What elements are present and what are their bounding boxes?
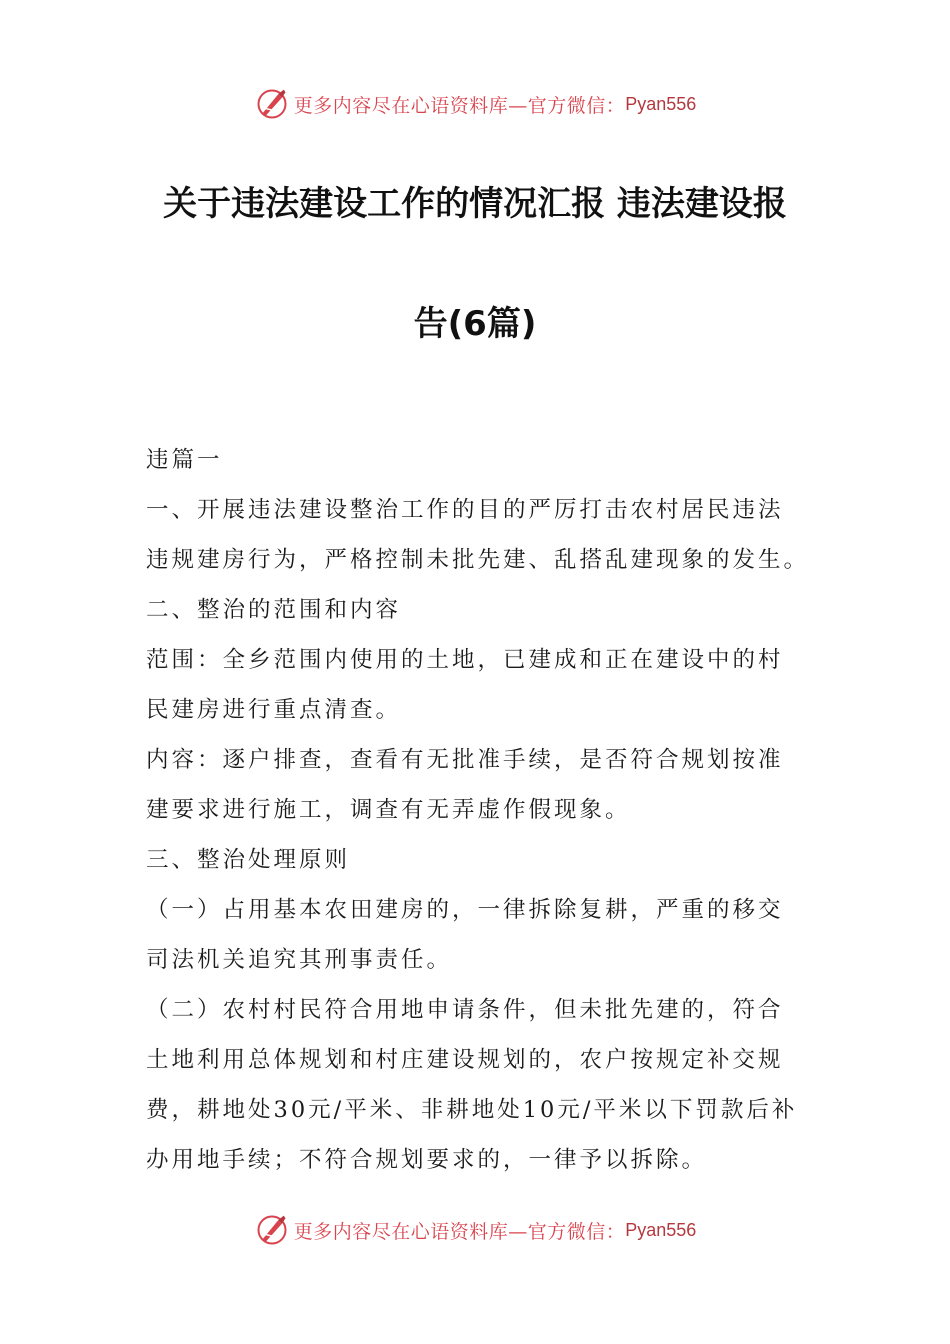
header-watermark-banner bbox=[0, 82, 950, 126]
body-line: 三、整治处理原则 bbox=[146, 847, 351, 873]
footer-watermark-banner bbox=[0, 1208, 950, 1252]
document-body bbox=[146, 435, 818, 1185]
body-line: 违规建房行为，严格控制未批先建、乱搭乱建现象的发生。 bbox=[146, 547, 810, 573]
body-line: 民建房进行重点清查。 bbox=[146, 697, 402, 723]
document-title-line-1: 关于违法建设工作的情况汇报 违法建设报 bbox=[163, 184, 787, 224]
body-line: 费，耕地处30元/平米、非耕地处10元/平米以下罚款后补 bbox=[146, 1097, 798, 1123]
quill-pen-logo-icon bbox=[254, 1212, 290, 1248]
banner-wechat-id: Pyan556 bbox=[625, 93, 697, 114]
body-line: 司法机关追究其刑事责任。 bbox=[146, 947, 453, 973]
body-line: 一、开展违法建设整治工作的目的严厉打击农村居民违法 bbox=[146, 497, 784, 523]
body-line: （一）占用基本农田建房的，一律拆除复耕，严重的移交 bbox=[146, 897, 784, 923]
banner-text: 更多内容尽在心语资料库—官方微信： bbox=[293, 94, 626, 117]
body-line: 土地利用总体规划和村庄建设规划的，农户按规定补交规 bbox=[146, 1047, 784, 1073]
quill-pen-logo-icon bbox=[254, 86, 290, 122]
banner-text: 更多内容尽在心语资料库—官方微信： bbox=[293, 1220, 626, 1243]
banner-wechat-id: Pyan556 bbox=[625, 1219, 697, 1240]
body-line: 二、整治的范围和内容 bbox=[146, 597, 402, 623]
body-line: （二）农村村民符合用地申请条件，但未批先建的，符合 bbox=[146, 997, 784, 1023]
body-line: 违篇一 bbox=[146, 447, 223, 473]
body-line: 办用地手续；不符合规划要求的，一律予以拆除。 bbox=[146, 1147, 708, 1173]
body-line: 建要求进行施工，调查有无弄虚作假现象。 bbox=[146, 797, 631, 823]
document-title-line-2: 告(6篇) bbox=[413, 304, 537, 344]
body-line: 范围：全乡范围内使用的土地，已建成和正在建设中的村 bbox=[146, 647, 784, 673]
body-line: 内容：逐户排查，查看有无批准手续，是否符合规划按准 bbox=[146, 747, 784, 773]
